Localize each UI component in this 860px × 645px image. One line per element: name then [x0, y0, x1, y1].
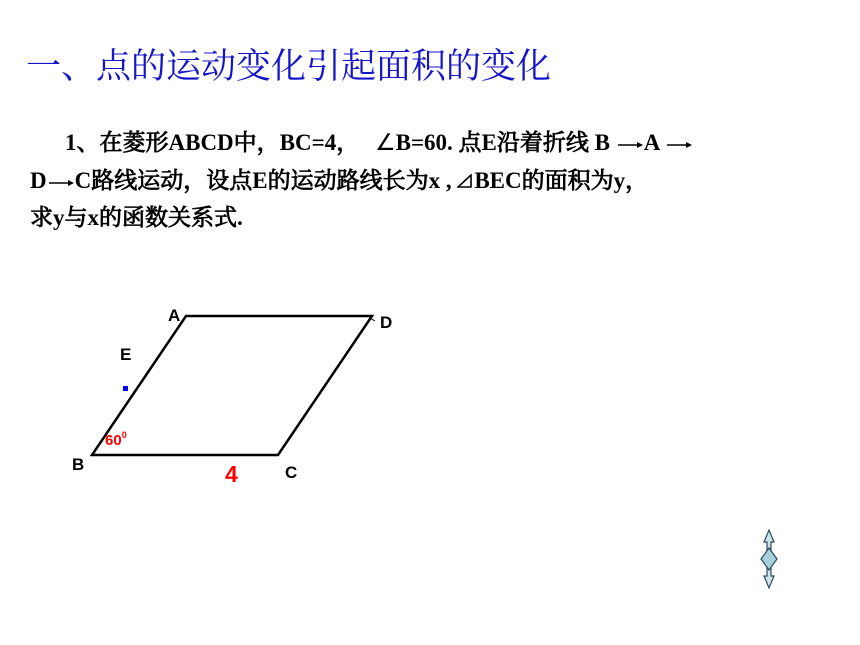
angle-degree-sup: 0 — [121, 430, 127, 440]
problem-line2-part-b: C路线运动，设点E的运动路线长为x , — [74, 168, 452, 193]
problem-line1-part-a: 1、在菱形ABCD中，BC=4， — [65, 130, 360, 155]
angle-label — [105, 430, 127, 449]
vertex-label-d: D — [380, 313, 393, 332]
problem-line2-part-a: D — [30, 168, 47, 193]
point-label-e: E — [120, 345, 132, 364]
navigation-diamond-icon[interactable] — [758, 528, 780, 590]
angle-symbol: ∠ — [374, 130, 396, 156]
problem-line1-part-c: A — [643, 130, 660, 155]
slide-title: 一、点的运动变化引起面积的变化 — [26, 47, 552, 87]
vertex-label-b: B — [72, 455, 85, 474]
problem-line2-part-c: BEC的面积为y， — [474, 168, 649, 193]
vertex-label-a: A — [168, 306, 181, 325]
problem-line1-part-b: B=60. 点E沿着折线 B — [395, 130, 610, 155]
rhombus-abcd — [92, 316, 372, 455]
side-length-label: 4 — [225, 461, 238, 487]
problem-line-3: 求y与x的函数关系式. — [30, 205, 243, 230]
angle-value: 60 — [105, 432, 122, 449]
point-e-marker — [123, 386, 128, 391]
vertex-label-c: C — [285, 463, 298, 482]
